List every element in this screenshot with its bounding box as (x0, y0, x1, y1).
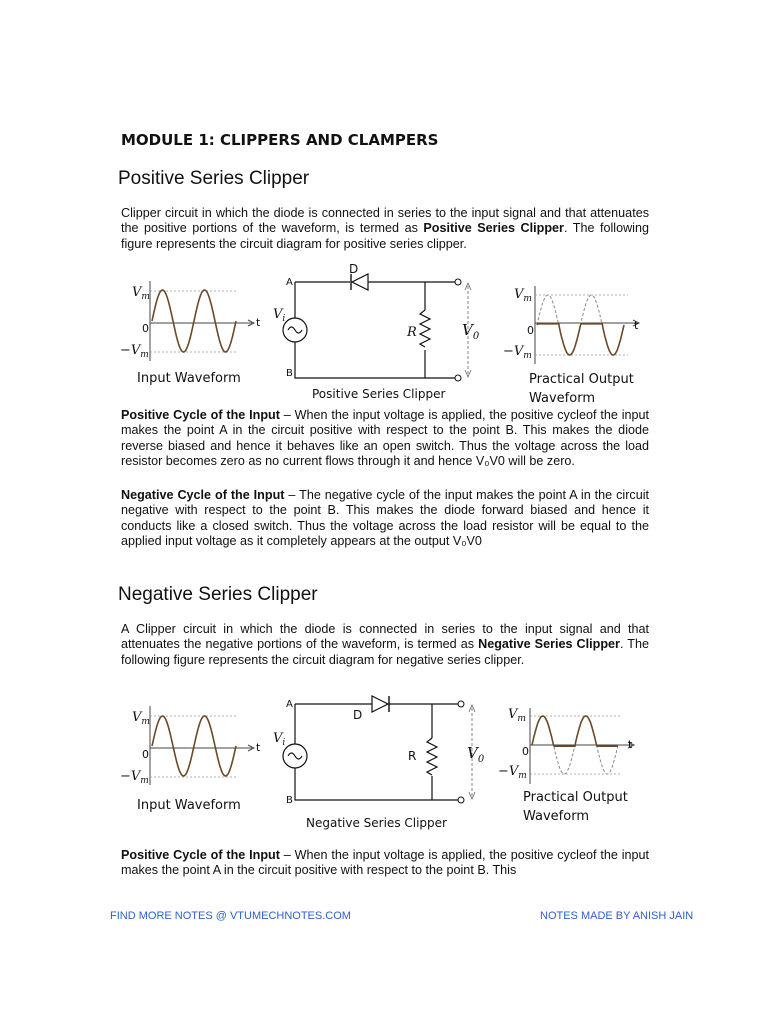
negative-r-label: R (408, 749, 417, 763)
positive-out-vm-label: $V_m$ (514, 287, 532, 304)
negative-section-positive-cycle-text: – When the input voltage is applied, the positive cycleof the input makes the point A in the circuit positive with respect to the point B. This (121, 848, 649, 878)
positive-intro-term: Positive Series Clipper (423, 221, 564, 236)
positive-point-a: A (286, 277, 293, 288)
positive-circuit-diagram (273, 262, 480, 401)
negative-diode-icon (372, 696, 388, 712)
footer-right-note: NOTES MADE BY ANISH JAIN (540, 910, 694, 922)
negative-point-b: B (286, 795, 293, 806)
positive-out-neg-vm-label: $-V_m$ (503, 344, 532, 361)
positive-intro-post: . The following figure represents the circuit diagram for positive series clipper. (121, 221, 649, 251)
negative-diode-label: D (353, 708, 363, 722)
negative-section-positive-cycle-label: Positive Cycle of the Input (121, 848, 280, 862)
negative-output-caption-1: Practical Output (523, 790, 628, 805)
negative-clipper-figure (110, 688, 670, 834)
positive-vi-label: $V_i$ (273, 307, 286, 324)
negative-intro-paragraph (121, 622, 649, 668)
negative-resistor-icon (427, 738, 437, 775)
positive-vo-label: $V_0$ (462, 321, 480, 342)
positive-cycle-label: Positive Cycle of the Input (121, 408, 280, 422)
negative-output-caption-2: Waveform (523, 809, 589, 824)
positive-input-waveform (120, 281, 261, 386)
positive-output-waveform (503, 286, 639, 406)
negative-circuit-caption: Negative Series Clipper (306, 816, 447, 830)
module-title: MODULE 1: CLIPPERS AND CLAMPERS (121, 131, 439, 149)
negative-cycle-text: – The negative cycle of the input makes the point A in the circuit negative with respect to the point B. This makes the diode forward biased and hence it conducts like a closed switch. Thus the voltage across the load resistor will be equal to the applied input voltage as it completely appears at the output V₀V0 (121, 488, 650, 549)
positive-input-caption: Input Waveform (137, 371, 241, 386)
negative-out-t: t (628, 738, 633, 751)
positive-vm-label: $V_m$ (132, 285, 150, 302)
negative-input-caption: Input Waveform (137, 798, 241, 813)
negative-input-waveform (120, 706, 261, 813)
negative-vm-label: $V_m$ (132, 710, 150, 727)
footer-left-note: FIND MORE NOTES @ VTUMECHNOTES.COM (110, 910, 351, 922)
positive-out-zero: 0 (527, 324, 534, 337)
positive-point-b: B (286, 368, 293, 379)
positive-neg-vm-label: $-V_m$ (120, 343, 149, 360)
positive-intro-pre: Clipper circuit in which the diode is connected in series to the input signal and that attenuates the positive portions of the waveform, is termed as (121, 206, 649, 236)
positive-cycle-text: – When the input voltage is applied, the positive cycleof the input makes the point A in the circuit positive with respect to the point B. This makes the diode reverse biased and hence it behaves like an open switch. Thus the voltage across the load resistor becomes zero as no current flows through it and hence V₀V0 will be zero. (121, 408, 649, 469)
positive-t-label: t (256, 316, 261, 329)
positive-output-caption-2: Waveform (529, 391, 595, 406)
positive-output-caption-1: Practical Output (529, 372, 634, 387)
negative-output-waveform (498, 707, 634, 824)
negative-clipper-heading: Negative Series Clipper (118, 584, 318, 605)
negative-cycle-paragraph (121, 488, 649, 550)
negative-vi-label: $V_i$ (273, 731, 286, 748)
negative-out-zero: 0 (522, 745, 529, 758)
negative-neg-vm-label: $-V_m$ (120, 769, 149, 786)
negative-section-positive-cycle-paragraph (121, 848, 649, 879)
positive-clipper-heading: Positive Series Clipper (118, 168, 310, 189)
negative-circuit-diagram (273, 696, 485, 830)
positive-zero-label: 0 (142, 322, 149, 335)
negative-cycle-label: Negative Cycle of the Input (121, 488, 285, 502)
positive-diode-icon (352, 274, 368, 290)
positive-r-label: R (407, 325, 417, 340)
negative-intro-post: . The following figure represents the circuit diagram for negative series clipper. (121, 637, 649, 667)
negative-t-label: t (256, 741, 261, 754)
negative-zero-label: 0 (142, 748, 149, 761)
positive-diode-label: D (349, 262, 359, 276)
negative-vo-label: $V_0$ (467, 744, 485, 765)
positive-out-t: t (634, 319, 639, 332)
positive-circuit-caption: Positive Series Clipper (312, 387, 446, 401)
positive-cycle-paragraph (121, 408, 649, 470)
negative-out-vm-label: $V_m$ (508, 707, 526, 724)
negative-intro-pre: A Clipper circuit in which the diode is connected in series to the input signal and that attenuates the negative portions of the waveform, is termed as (121, 622, 649, 652)
negative-point-a: A (286, 699, 293, 710)
positive-resistor-icon (420, 310, 430, 347)
positive-intro-paragraph (121, 206, 649, 252)
negative-out-neg-vm-label: $-V_m$ (498, 764, 527, 781)
negative-intro-term: Negative Series Clipper (478, 637, 620, 652)
positive-clipper-figure (110, 260, 670, 408)
